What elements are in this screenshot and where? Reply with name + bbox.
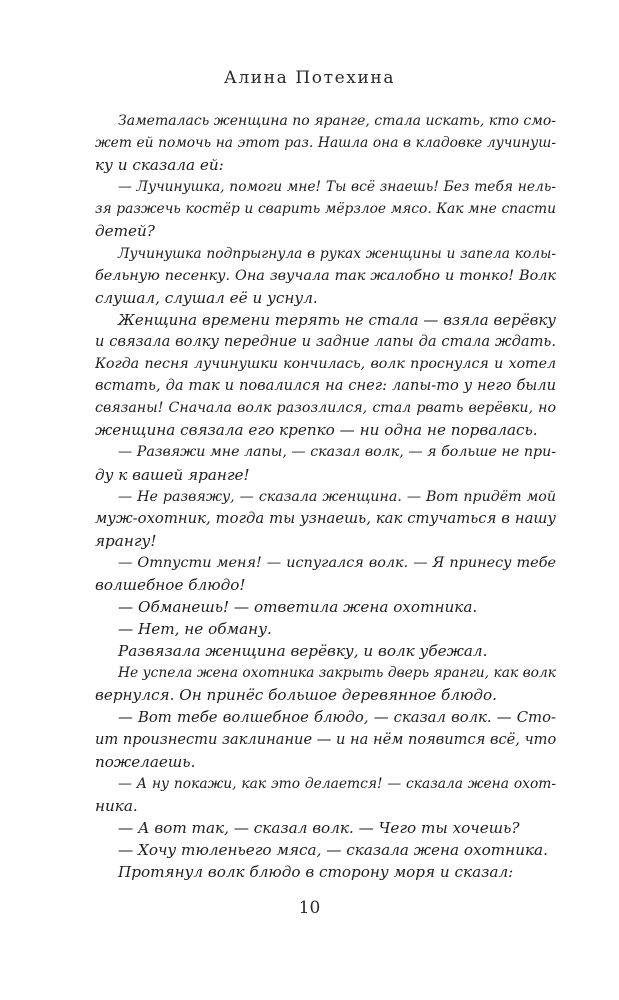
- text-line: встать, да так и повалился на снег: лапы-то у него были: [95, 377, 556, 395]
- text-line: волшебное блюдо!: [95, 575, 246, 594]
- text-line: ника.: [95, 796, 138, 815]
- text-line: пожелаешь.: [95, 752, 196, 771]
- text-line: зя разжечь костёр и сварить мёрзлое мясо. Как мне спасти: [95, 201, 556, 218]
- text-line: — Обманешь! — ответила жена охотника.: [118, 598, 478, 617]
- text-line: муж-охотник, тогда ты узнаешь, как стучаться в нашу: [95, 509, 556, 527]
- running-head-author: Алина Потехина: [223, 68, 396, 88]
- text-line: — Нет, не обману.: [118, 620, 272, 639]
- text-line: Протянул волк блюдо в сторону моря и сказал:: [118, 863, 514, 882]
- text-line: Не успела жена охотника закрыть дверь яранги, как волк: [118, 665, 556, 682]
- text-line: Когда песня лучинушки кончилась, волк проснулся и хотел: [95, 356, 556, 373]
- text-line: жет ей помочь на этот раз. Нашла она в кладовке лучинуш-: [95, 135, 556, 152]
- text-line: — Хочу тюленьего мяса, — сказала жена охотника.: [118, 841, 548, 860]
- text-line: ярангу!: [95, 531, 157, 550]
- text-line: Заметалась женщина по яранге, стала искать, кто смо-: [118, 113, 556, 129]
- text-line: и связала волку передние и задние лапы да стала ждать.: [95, 332, 556, 350]
- text-line: ку и сказала ей:: [95, 156, 224, 175]
- page-number: 10: [298, 898, 321, 918]
- text-line: Развязала женщина верёвку, и волк убежал.: [118, 642, 488, 661]
- text-line: вернулся. Он принёс большое деревянное блюдо.: [95, 686, 497, 705]
- text-line: бельную песенку. Она звучала так жалобно и тонко! Волк: [95, 267, 556, 284]
- text-line: — Развяжи мне лапы, — сказал волк, — я больше не при-: [118, 444, 556, 461]
- text-line: связаны! Сначала волк разозлился, стал рвать верёвки, но: [95, 400, 556, 417]
- text-line: — А вот так, — сказал волк. — Чего ты хочешь?: [118, 819, 520, 837]
- text-line: — Не развяжу, — сказала женщина. — Вот придёт мой: [118, 488, 556, 505]
- text-line: Лучинушка подпрыгнула в руках женщины и запела колы-: [118, 245, 556, 262]
- text-line: Женщина времени терять не стала — взяла верёвку: [118, 310, 556, 329]
- text-line: ит произнести заклинание — и на нём появится всё, что: [95, 730, 556, 748]
- text-line: — Вот тебе волшебное блюдо, — сказал волк. — Сто-: [118, 708, 556, 726]
- text-line: детей?: [95, 222, 155, 241]
- text-line: — А ну покажи, как это делается! — сказала жена охот-: [118, 775, 556, 792]
- body-text: [95, 110, 556, 883]
- text-line: — Лучинушка, помоги мне! Ты всё знаешь! Без тебя нель-: [118, 179, 556, 196]
- text-line: женщина связала его крепко — ни одна не порвалась.: [95, 421, 538, 440]
- text-line: ду к вашей яранге!: [95, 465, 250, 484]
- text-line: слушал, слушал её и уснул.: [95, 288, 318, 307]
- text-line: — Отпусти меня! — испугался волк. — Я принесу тебе: [118, 554, 556, 571]
